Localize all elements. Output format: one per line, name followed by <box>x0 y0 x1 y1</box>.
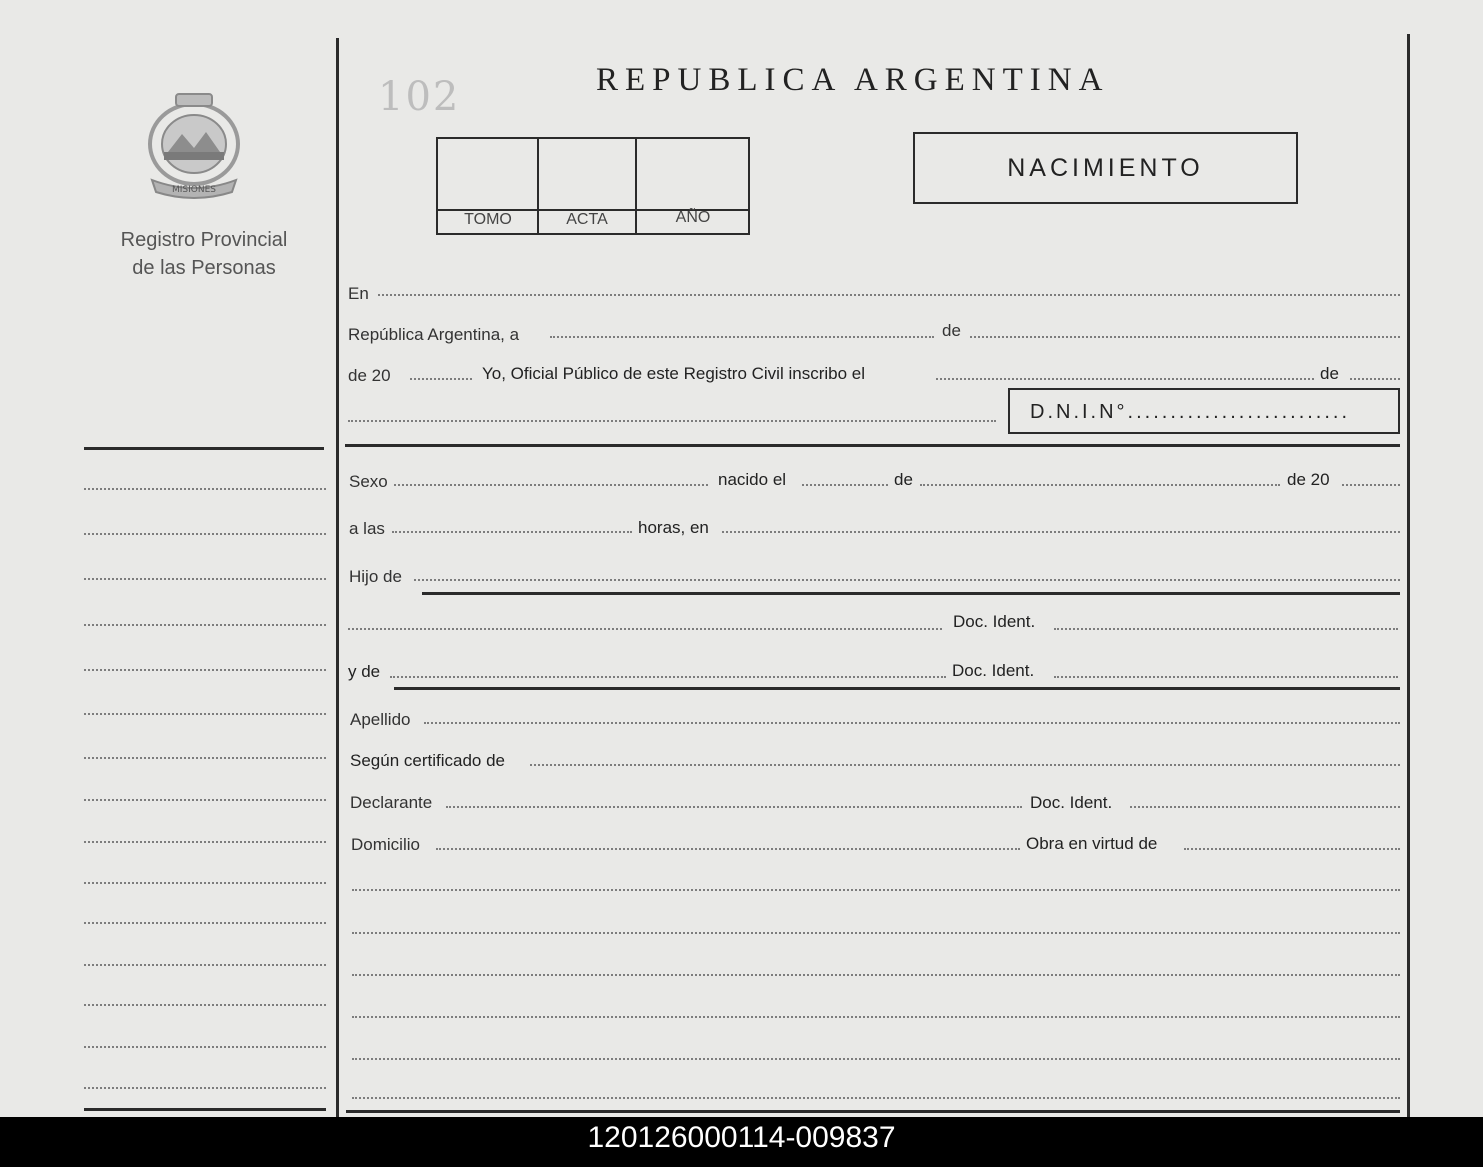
seal-text: MISIONES <box>171 185 217 195</box>
label-doc-ident-3: Doc. Ident. <box>1030 793 1113 812</box>
label-nacido-el: nacido el <box>718 470 787 489</box>
field-mother-doc[interactable] <box>1054 676 1398 678</box>
barcode-id: 120126000114-009837 <box>587 1121 896 1154</box>
field-father[interactable] <box>414 579 1400 581</box>
sidebar-note-line <box>84 882 326 884</box>
field-apellido[interactable] <box>424 722 1400 724</box>
field-declarante-doc[interactable] <box>1130 806 1400 808</box>
field-year[interactable] <box>410 378 472 380</box>
field-sexo[interactable] <box>394 484 708 486</box>
record-type-label: NACIMIENTO <box>1007 154 1204 182</box>
provincial-seal-icon <box>138 92 250 204</box>
label-segun-certificado: Según certificado de <box>350 751 505 770</box>
field-inscribo-extra[interactable] <box>348 420 996 422</box>
sidebar-note-line <box>84 488 326 490</box>
country-title: REPUBLICA ARGENTINA <box>596 62 1110 98</box>
right-border <box>1407 34 1410 1117</box>
remarks-line[interactable] <box>352 889 1400 891</box>
field-domicilio[interactable] <box>436 848 1020 850</box>
sidebar-bottom-rule <box>84 1108 326 1111</box>
section-rule <box>345 444 1400 447</box>
acta-label: ACTA <box>566 211 608 228</box>
sidebar-note-line <box>84 1087 326 1089</box>
sidebar-note-line <box>84 1004 326 1006</box>
field-inscribo-day[interactable] <box>936 378 1314 380</box>
label-domicilio: Domicilio <box>351 835 420 854</box>
dni-box[interactable] <box>1008 388 1400 434</box>
field-birth-place[interactable] <box>722 531 1400 533</box>
father-underline <box>422 592 1400 595</box>
remarks-line[interactable] <box>352 1016 1400 1018</box>
sidebar-note-line <box>84 533 326 535</box>
label-de-3: de <box>894 470 913 489</box>
label-de-20-a: de 20 <box>348 366 391 385</box>
label-de-20-b: de 20 <box>1287 470 1330 489</box>
remarks-line[interactable] <box>352 932 1400 934</box>
label-y-de: y de <box>348 662 381 681</box>
sidebar-note-line <box>84 922 326 924</box>
label-doc-ident-2: Doc. Ident. <box>952 661 1035 680</box>
remarks-line[interactable] <box>352 1097 1400 1099</box>
label-a-las: a las <box>349 519 385 538</box>
tomo-label: TOMO <box>464 211 512 228</box>
field-birth-year[interactable] <box>1342 484 1400 486</box>
sidebar-divider <box>336 38 339 1117</box>
label-horas-en: horas, en <box>638 518 709 537</box>
label-doc-ident-1: Doc. Ident. <box>953 612 1036 631</box>
sidebar-note-line <box>84 669 326 671</box>
sidebar-note-line <box>84 757 326 759</box>
serial-number: 102 <box>378 74 461 120</box>
registry-name-line2: de las Personas <box>132 257 276 279</box>
field-father-extra[interactable] <box>348 628 942 630</box>
remarks-line[interactable] <box>352 1058 1400 1060</box>
label-obra-en-virtud: Obra en virtud de <box>1026 834 1158 853</box>
label-de-2: de <box>1320 364 1339 383</box>
sidebar-note-line <box>84 624 326 626</box>
sidebar-note-line <box>84 1046 326 1048</box>
label-oficial: Yo, Oficial Público de este Registro Civil inscribo el <box>482 364 865 383</box>
sidebar-note-line <box>84 799 326 801</box>
sidebar-note-line <box>84 964 326 966</box>
label-republica-a: República Argentina, a <box>348 325 520 344</box>
field-father-doc[interactable] <box>1054 628 1398 630</box>
field-birth-month[interactable] <box>920 484 1280 486</box>
sidebar-note-line <box>84 578 326 580</box>
mother-underline <box>394 687 1400 690</box>
sidebar-top-rule <box>84 447 324 450</box>
label-sexo: Sexo <box>349 472 388 491</box>
field-mother[interactable] <box>390 676 946 678</box>
field-en[interactable] <box>378 294 1400 296</box>
sidebar-note-line <box>84 713 326 715</box>
label-hijo-de: Hijo de <box>349 567 402 586</box>
label-en: En <box>348 284 369 303</box>
record-type-box <box>913 132 1298 204</box>
field-declarante[interactable] <box>446 806 1022 808</box>
ano-label: AÑO <box>675 209 711 226</box>
label-declarante: Declarante <box>350 793 433 812</box>
field-birth-day[interactable] <box>802 484 888 486</box>
field-inscribo-month[interactable] <box>1350 378 1400 380</box>
dni-label: D.N.I.N°.......................... <box>1030 401 1351 423</box>
book-reference-table <box>436 137 750 235</box>
registry-name-line1: Registro Provincial <box>120 229 288 251</box>
label-apellido: Apellido <box>350 710 411 729</box>
scan-id-bar <box>0 1117 1483 1167</box>
sidebar-note-line <box>84 841 326 843</box>
field-obra-en-virtud[interactable] <box>1184 848 1400 850</box>
field-day[interactable] <box>550 336 934 338</box>
label-de-1: de <box>942 321 961 340</box>
field-certificado[interactable] <box>530 764 1400 766</box>
bottom-rule <box>346 1110 1400 1113</box>
field-hour[interactable] <box>392 531 632 533</box>
remarks-line[interactable] <box>352 974 1400 976</box>
field-month[interactable] <box>970 336 1400 338</box>
